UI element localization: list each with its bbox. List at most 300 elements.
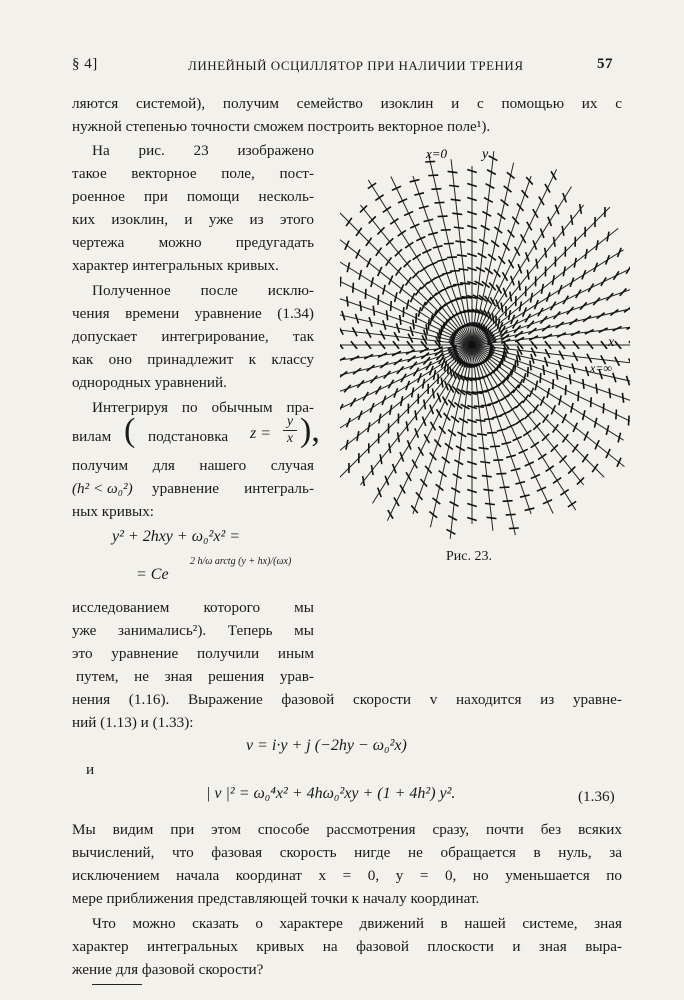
label-x-infinity: x=∞ xyxy=(590,361,612,375)
slope-mark xyxy=(450,271,460,272)
slope-mark xyxy=(406,381,410,390)
slope-mark xyxy=(498,256,505,264)
text-line: как оно принадлежит к классу xyxy=(72,351,314,368)
equation-number: (1.36) xyxy=(578,788,615,805)
slope-mark xyxy=(428,175,438,176)
slope-mark xyxy=(380,362,388,368)
slope-mark xyxy=(570,278,574,287)
slope-mark xyxy=(433,370,435,380)
slope-mark xyxy=(357,431,359,441)
slope-mark xyxy=(388,380,393,388)
slope-mark xyxy=(479,448,489,449)
slope-mark xyxy=(519,301,521,311)
slope-mark xyxy=(396,267,402,275)
text-line: Что можно сказать о характере движений в нашей системе, зная xyxy=(92,915,622,932)
slope-mark xyxy=(413,368,418,376)
slope-mark xyxy=(499,487,509,488)
slope-mark xyxy=(449,185,459,186)
conjunction: и xyxy=(86,761,95,778)
slope-mark xyxy=(533,240,536,249)
slope-mark xyxy=(562,226,564,236)
slope-mark xyxy=(553,379,554,389)
slope-mark xyxy=(425,297,431,305)
slope-mark xyxy=(578,391,579,401)
slope-mark xyxy=(452,369,455,378)
slope-mark xyxy=(506,424,515,428)
slope-mark xyxy=(457,255,467,256)
slope-mark xyxy=(531,442,539,448)
slope-mark xyxy=(516,418,524,424)
slope-mark xyxy=(368,422,370,432)
slope-mark xyxy=(400,452,403,461)
slope-mark xyxy=(448,400,455,408)
slope-mark xyxy=(553,478,561,484)
slope-mark xyxy=(582,270,586,279)
slope-mark xyxy=(510,292,512,302)
slope-mark xyxy=(478,392,488,393)
slope-mark xyxy=(526,252,529,261)
slope-mark xyxy=(552,275,554,285)
slope-mark xyxy=(511,276,514,285)
slope-mark xyxy=(527,321,534,328)
slope-mark xyxy=(554,312,561,319)
text-line: подстановка xyxy=(148,428,229,445)
slope-mark xyxy=(545,248,547,258)
text-line: однородных уравнений. xyxy=(72,374,227,391)
slope-mark xyxy=(519,281,521,291)
slope-mark xyxy=(543,365,544,375)
text-line: это уравнение получили иным xyxy=(72,645,314,662)
slope-mark xyxy=(380,454,382,464)
slope-mark xyxy=(418,373,422,382)
slope-mark xyxy=(477,434,487,435)
figure-caption: Рис. 23. xyxy=(446,549,492,564)
slope-mark xyxy=(391,301,392,311)
slope-mark xyxy=(530,361,531,371)
slope-mark xyxy=(480,462,490,463)
origin-point xyxy=(468,341,476,349)
slope-mark xyxy=(523,307,527,316)
slope-mark xyxy=(509,528,519,529)
equation-lhs: y² + 2hxy + ω₀²x² = xyxy=(112,528,241,545)
isocline-rays xyxy=(340,151,630,539)
slope-mark xyxy=(596,384,597,394)
slope-mark xyxy=(428,319,429,329)
slope-mark xyxy=(378,295,379,305)
slope-mark xyxy=(518,379,522,388)
slope-mark xyxy=(435,202,445,203)
slope-mark xyxy=(416,492,423,500)
slope-mark xyxy=(394,388,398,397)
slope-mark xyxy=(527,270,529,280)
substitution-fraction: y x xyxy=(283,414,297,447)
text-line: чертежа можно предугадать xyxy=(72,234,314,251)
slope-mark xyxy=(441,230,451,231)
slope-mark xyxy=(421,353,429,359)
slope-mark xyxy=(455,241,465,242)
slope-mark xyxy=(406,421,408,431)
slope-mark xyxy=(616,409,617,419)
slope-mark xyxy=(592,464,598,472)
slope-mark xyxy=(513,320,518,328)
slope-mark xyxy=(394,359,402,365)
slope-mark xyxy=(483,489,493,490)
slope-mark xyxy=(624,306,630,312)
slope-mark xyxy=(487,432,497,433)
text-line: вычислений, что фазовая скорость нигде не обращается в нуль, за xyxy=(72,844,622,861)
slope-mark xyxy=(543,500,552,504)
slope-mark xyxy=(522,190,529,198)
label-x: x xyxy=(608,335,615,350)
slope-mark xyxy=(350,398,355,406)
slope-mark xyxy=(456,298,466,299)
slope-mark xyxy=(519,449,528,453)
text-line: ных кривых: xyxy=(72,503,155,520)
slope-mark xyxy=(420,266,428,272)
substitution-z: z = xyxy=(250,425,272,442)
slope-mark xyxy=(390,405,392,415)
slope-mark xyxy=(389,443,391,453)
text-line: Интегрируя по обычным пра- xyxy=(92,399,314,416)
slope-mark xyxy=(347,418,351,427)
slope-mark xyxy=(439,426,446,434)
slope-mark xyxy=(415,410,417,420)
slope-mark xyxy=(582,454,588,462)
slope-mark xyxy=(433,389,435,399)
slope-mark xyxy=(546,292,550,301)
slope-mark xyxy=(513,385,519,393)
slope-mark xyxy=(574,258,576,268)
slope-mark xyxy=(340,277,341,287)
section-number: § 4] xyxy=(72,56,98,72)
slope-mark xyxy=(375,195,383,201)
slope-mark xyxy=(416,313,417,323)
slope-mark xyxy=(428,262,437,266)
slope-mark xyxy=(585,249,587,259)
text-line: чения времени уравнение (1.34) xyxy=(72,305,314,322)
slope-mark xyxy=(490,446,500,447)
slope-mark xyxy=(425,466,432,474)
slope-mark xyxy=(571,215,573,225)
slope-mark xyxy=(447,257,457,258)
slope-mark xyxy=(389,276,393,285)
slope-mark xyxy=(444,413,451,421)
slope-mark xyxy=(535,300,539,309)
text-line: ний (1.13) и (1.33): xyxy=(72,714,194,731)
slope-mark xyxy=(503,501,513,502)
slope-mark xyxy=(503,243,510,251)
slope-mark xyxy=(408,356,416,362)
slope-mark xyxy=(412,387,414,397)
slope-mark xyxy=(423,379,425,389)
equation-velocity-squared: | v |² = ω₀⁴x² + 4hω₀²xy + (1 + 4h²) y². xyxy=(206,785,456,802)
slope-mark xyxy=(421,479,428,487)
slope-mark xyxy=(371,465,373,475)
slope-mark xyxy=(570,374,571,384)
slope-mark xyxy=(482,476,492,477)
slope-mark xyxy=(606,255,610,264)
text-line: исследованием которого мы xyxy=(72,599,314,616)
equation-exponent: 2 h/ω arctg (y + hx)/(ωx) xyxy=(190,556,292,567)
slope-mark xyxy=(445,381,448,390)
slope-mark xyxy=(568,501,576,507)
text-line: роенное при помощи несколь- xyxy=(72,188,314,205)
slope-mark xyxy=(384,371,391,378)
slope-mark xyxy=(515,331,523,337)
slope-mark xyxy=(485,503,495,504)
condition: (h² < ω₀²) xyxy=(72,480,133,497)
slope-mark xyxy=(416,237,425,241)
text-line: Мы видим при этом способе рассмотрения сразу, почти без всяких xyxy=(72,821,622,838)
slope-mark xyxy=(410,362,417,369)
slope-mark xyxy=(523,430,531,436)
text-line: На рис. 23 изображено xyxy=(92,142,314,159)
text-line: характер интегральных кривых. xyxy=(72,257,279,274)
slope-mark xyxy=(560,489,568,495)
slope-mark xyxy=(401,396,403,406)
slope-mark xyxy=(363,476,365,486)
slope-mark xyxy=(358,411,362,420)
slope-mark xyxy=(537,487,546,491)
slope-mark xyxy=(553,237,555,247)
slope-mark xyxy=(609,388,610,398)
slope-mark xyxy=(573,423,577,432)
slope-mark xyxy=(411,505,418,513)
text-line: ляются системой), получим семейство изоклин и с помощью их с xyxy=(72,95,622,112)
slope-mark xyxy=(427,278,435,284)
text-line: нужной степенью точности сможем построить векторное поле¹). xyxy=(72,118,491,135)
slope-mark xyxy=(353,368,361,374)
slope-mark xyxy=(398,199,407,203)
slope-mark xyxy=(502,355,503,365)
slope-mark xyxy=(378,267,382,276)
slope-mark xyxy=(530,293,532,303)
slope-mark xyxy=(397,366,404,373)
running-title: ЛИНЕЙНЫЙ ОСЦИЛЛЯТОР ПРИ НАЛИЧИИ ТРЕНИЯ xyxy=(188,58,524,73)
slope-mark xyxy=(610,310,618,316)
slope-mark xyxy=(617,248,621,257)
slope-mark xyxy=(528,328,536,334)
slope-mark xyxy=(536,259,538,269)
text-line: ких изоклин, и уже из этого xyxy=(72,211,314,228)
slope-mark xyxy=(567,307,574,314)
slope-mark xyxy=(370,403,374,412)
slope-mark xyxy=(543,414,549,422)
label-x-zero: x=0 xyxy=(426,146,448,161)
slope-mark xyxy=(617,458,621,467)
slope-mark xyxy=(345,241,349,250)
slope-mark xyxy=(529,388,533,397)
slope-mark xyxy=(451,199,461,200)
slope-mark xyxy=(434,439,441,447)
footnote-rule xyxy=(92,984,142,985)
slope-mark xyxy=(541,229,544,238)
slope-mark xyxy=(422,249,431,253)
slope-mark xyxy=(424,399,426,409)
slope-mark xyxy=(562,414,566,423)
slope-mark xyxy=(563,296,568,304)
equation-velocity: v = i·y + j (−2hy − ω₀²x) xyxy=(246,737,407,754)
page-number: 57 xyxy=(597,56,613,72)
slope-mark xyxy=(531,475,540,479)
slope-mark xyxy=(366,238,372,246)
text-line: характер интегральных кривых на фазовой плоскости и зная выра- xyxy=(72,938,622,955)
slope-mark xyxy=(528,367,529,377)
slope-mark xyxy=(398,230,406,236)
slope-mark xyxy=(401,374,406,382)
slope-mark xyxy=(406,277,412,285)
slope-mark xyxy=(390,219,398,225)
slope-mark xyxy=(386,257,392,265)
slope-mark xyxy=(525,462,534,466)
text-line: допускает интегрирование, так xyxy=(72,328,314,345)
slope-mark xyxy=(441,378,443,388)
slope-mark xyxy=(558,285,562,294)
slope-mark xyxy=(487,517,497,518)
slope-mark xyxy=(430,405,433,414)
text-line: уравнение интеграль- xyxy=(152,480,314,497)
slope-mark xyxy=(583,379,584,389)
slope-mark xyxy=(370,376,377,383)
slope-mark xyxy=(556,322,564,328)
slope-mark xyxy=(346,440,348,450)
slope-mark xyxy=(525,314,530,322)
slope-mark xyxy=(379,414,381,424)
slope-mark xyxy=(626,265,630,273)
slope-mark xyxy=(430,366,434,375)
slope-mark xyxy=(512,217,519,225)
slope-mark xyxy=(413,320,414,330)
slope-mark xyxy=(385,476,388,485)
slope-mark xyxy=(423,357,430,364)
equation-rhs: = Ce xyxy=(136,566,169,583)
slope-mark xyxy=(413,254,421,260)
slope-mark xyxy=(515,361,516,371)
slope-mark xyxy=(437,393,440,402)
slope-mark xyxy=(346,218,352,226)
slope-mark xyxy=(551,405,555,414)
text-line: такое векторное поле, пост- xyxy=(72,165,314,182)
slope-mark xyxy=(398,432,400,442)
slope-mark xyxy=(444,243,454,244)
slope-mark xyxy=(523,395,529,403)
slope-mark xyxy=(367,258,371,267)
slope-mark xyxy=(393,464,396,473)
slope-mark xyxy=(363,392,368,400)
slope-mark xyxy=(344,385,351,392)
slope-mark xyxy=(550,302,555,310)
slope-mark xyxy=(576,290,581,298)
slope-mark xyxy=(422,417,425,426)
slope-mark xyxy=(450,367,452,377)
slope-mark xyxy=(620,288,627,295)
slope-mark xyxy=(403,307,404,317)
slope-mark xyxy=(373,306,374,316)
slope-mark xyxy=(382,396,386,405)
slope-mark xyxy=(584,431,588,440)
slope-mark xyxy=(595,440,599,449)
slope-mark xyxy=(484,419,494,420)
slope-mark xyxy=(441,325,442,335)
text-line: Полученное после исклю- xyxy=(92,282,314,299)
text-line: нения (1.16). Выражение фазовой скорости v находится из уравне- xyxy=(72,691,622,708)
label-y: y xyxy=(482,147,489,162)
slope-mark xyxy=(453,284,463,285)
slope-mark xyxy=(517,356,518,366)
slope-mark xyxy=(383,207,391,213)
slope-mark xyxy=(368,183,376,189)
slope-mark xyxy=(481,405,491,406)
slope-mark xyxy=(548,217,551,226)
slope-mark xyxy=(493,460,503,461)
slope-mark xyxy=(347,296,348,306)
slope-mark xyxy=(509,310,511,320)
slope-mark xyxy=(593,298,600,305)
slope-mark xyxy=(591,397,592,407)
right-paren: ), xyxy=(300,412,320,449)
slope-mark xyxy=(513,437,522,441)
slope-mark xyxy=(454,227,464,228)
slope-mark xyxy=(542,325,550,331)
slope-mark xyxy=(538,308,543,316)
text-line: мере приближения представляющей точки к началу координат. xyxy=(72,890,480,907)
slope-mark xyxy=(540,373,541,383)
slope-mark xyxy=(426,362,431,370)
slope-mark xyxy=(356,228,362,236)
slope-mark xyxy=(438,216,448,217)
slope-mark xyxy=(415,428,418,437)
slope-mark xyxy=(514,325,521,332)
slope-mark xyxy=(448,171,458,172)
slope-mark xyxy=(421,302,425,311)
slope-mark xyxy=(596,240,598,250)
slope-mark xyxy=(540,397,544,406)
slope-mark xyxy=(494,269,501,277)
slope-mark xyxy=(607,232,609,242)
slope-mark xyxy=(541,284,543,294)
slope-mark xyxy=(353,283,354,293)
text-line: исключением начала координат x = 0, y = 0, но уменьшается по xyxy=(72,867,622,884)
slope-mark xyxy=(496,300,499,309)
slope-mark xyxy=(562,434,568,442)
slope-mark xyxy=(580,204,582,214)
slope-mark xyxy=(426,324,427,334)
slope-mark xyxy=(563,267,565,277)
text-line: жение для фазовой скорости? xyxy=(72,961,264,978)
text-line: вилам xyxy=(72,428,112,445)
slope-mark xyxy=(518,264,521,273)
slope-mark xyxy=(408,440,411,449)
slope-mark xyxy=(498,319,500,329)
slope-mark xyxy=(488,312,491,321)
slope-mark xyxy=(565,385,566,395)
slope-mark xyxy=(431,189,441,190)
slope-mark xyxy=(367,365,375,371)
slope-mark xyxy=(501,303,503,313)
slope-mark xyxy=(404,211,413,215)
slope-mark xyxy=(508,230,515,238)
slope-mark xyxy=(452,213,462,214)
slope-mark xyxy=(378,488,381,497)
slope-mark xyxy=(489,283,496,291)
slope-mark xyxy=(538,454,546,460)
slope-mark xyxy=(411,293,415,302)
slope-mark xyxy=(492,313,494,323)
slope-mark xyxy=(376,386,381,394)
slope-mark xyxy=(444,361,446,371)
slope-mark xyxy=(506,514,516,515)
slope-mark xyxy=(563,193,566,202)
